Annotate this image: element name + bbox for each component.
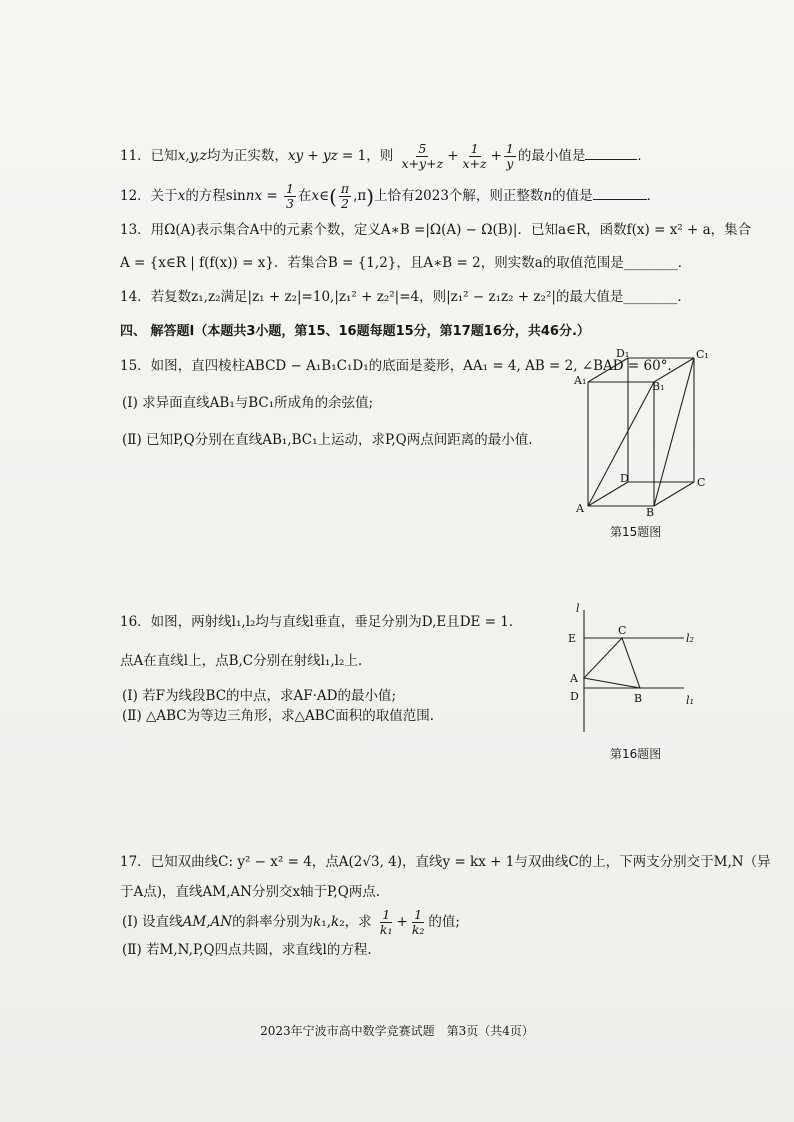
label-D: D [570,690,579,703]
question-11: 11．已知x,y,z均为正实数，xy + yz = 1，则 $\frac{5}{x+y+z}$ + $\frac{1}{x+z}$ + $\frac{1}{y}$ 的最小值是 ． [120,141,651,171]
question-12: 12．关于x的方程sinnx = $\frac{1}{3}$ 在x∈( $\frac{\pi}{2}$ ,π)上恰有2023个解，则正整数n的值是 ． [120,181,661,211]
figure-15-caption: 第15题图 [610,525,662,539]
label-C: C [697,476,706,489]
label-B1: B₁ [652,380,665,393]
section-heading: 四、 解答题Ⅰ（本题共3小题，第15、16题每题15分，第17题16分，共46分.） [120,324,590,339]
figure-16-diagram [562,598,702,738]
question-15-part-1: (Ⅰ) 求异面直线AB₁与BC₁所成角的余弦值; [122,395,374,411]
label-D: D [620,472,629,485]
label-B: B [634,692,643,705]
question-13-line-2: A = {x∈R | f(f(x)) = x}．若集合B = {1,2}，且A∗B = 2，则实数a的取值范围是________． [120,255,692,271]
label-E: E [568,632,577,645]
question-16-part-1: (Ⅰ) 若F为线段BC的中点，求AF·AD的最小值; [122,688,397,704]
question-14: 14．若复数z₁,z₂满足|z₁ + z₂|=10,|z₁² + z₂²|=4，则|z₁² − z₁z₂ + z₂²|的最大值是________． [120,289,691,305]
figure-16-caption: 第16题图 [610,747,662,761]
question-17: 17．已知双曲线C: y² − x² = 4，点A(2√3, 4)，直线y = kx + 1与双曲线C的上，下两支分别交于M,N（异 [120,854,771,870]
question-16-part-2: (Ⅱ) △ABC为等边三角形，求△ABC面积的取值范围. [122,708,435,724]
question-15: 15．如图，直四棱柱ABCD − A₁B₁C₁D₁的底面是菱形，AA₁ = 4, AB = 2, ∠BAD = 60°． [120,358,681,374]
label-B: B [646,506,655,519]
label-l: l [576,602,580,615]
label-C: C [618,624,627,637]
question-17-part-1: (Ⅰ) 设直线AM,AN的斜率分别为k₁,k₂，求 $\frac{1}{\text{k₁}}$ + $\frac{1}{\text{k₂}}$ 的值; [122,907,460,937]
figure-15-prism [566,348,716,520]
label-A1: A₁ [574,374,587,387]
question-13-line-1: 13．用Ω(A)表示集合A中的元素个数，定义A∗B =|Ω(A) − Ω(B)|．已知a∈R，函数f(x) = x² + a，集合 [120,222,752,238]
question-15-part-2: (Ⅱ) 已知P,Q分别在直线AB₁,BC₁上运动，求P,Q两点间距离的最小值. [122,432,533,448]
label-l2: l₂ [686,632,694,645]
label-C1: C₁ [696,348,709,361]
question-17-line-2: 于A点)，直线AM,AN分别交x轴于P,Q两点. [120,884,381,900]
label-A: A [570,672,578,685]
question-16-line-2: 点A在直线l上，点B,C分别在射线l₁,l₂上. [120,653,363,669]
label-D1: D₁ [616,348,630,360]
question-17-part-2: (Ⅱ) 若M,N,P,Q四点共圆，求直线l的方程. [122,942,372,958]
page-footer: 2023年宁波市高中数学竞赛试题 第3页（共4页） [260,1024,534,1038]
question-16: 16．如图，两射线l₁,l₂均与直线l垂直，垂足分别为D,E且DE = 1． [120,614,523,630]
label-A: A [576,502,584,515]
label-l1: l₁ [686,694,694,707]
